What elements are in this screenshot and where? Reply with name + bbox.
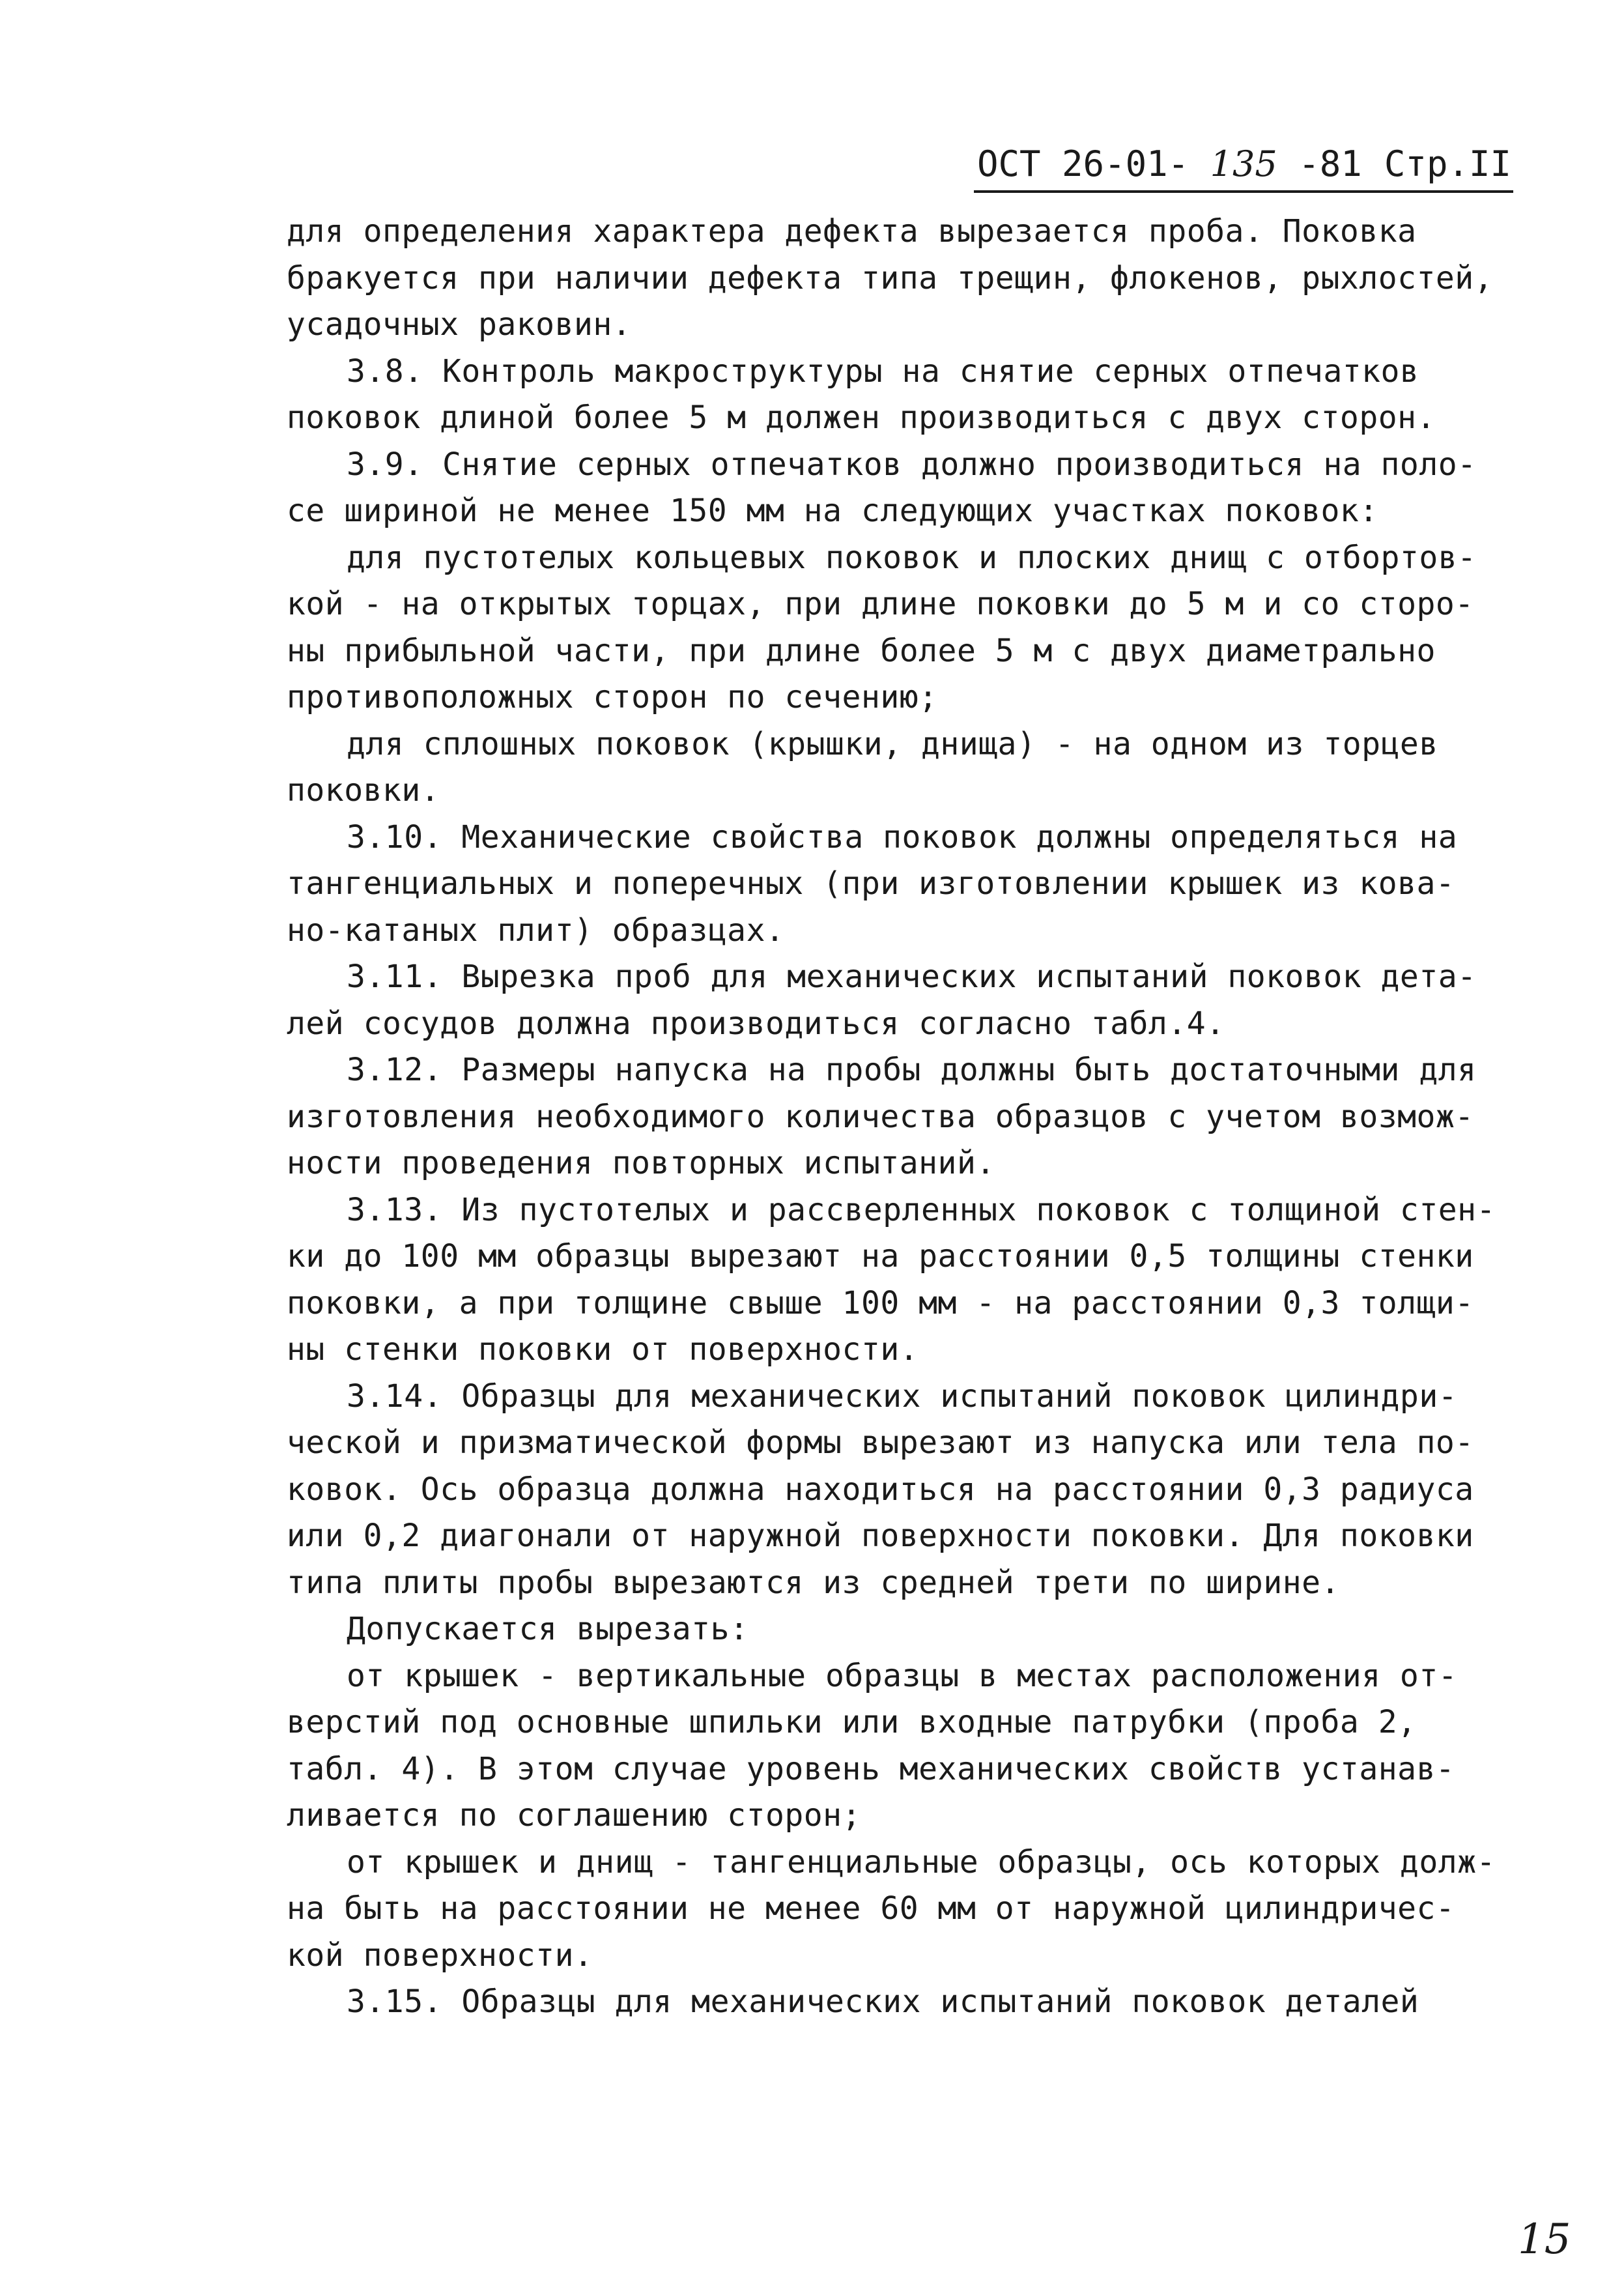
text-line: противоположных сторон по сечению;: [287, 679, 938, 715]
text-line: поковки, а при толщине свыше 100 мм - на расстоянии 0,3 толщи-: [287, 1284, 1474, 1321]
text-line: се шириной не менее 150 мм на следующих участках поковок:: [287, 493, 1378, 529]
text-line: на быть на расстоянии не менее 60 мм от наружной цилиндричес-: [287, 1890, 1455, 1927]
text-line: изготовления необходимого количества образцов с учетом возмож-: [287, 1098, 1474, 1135]
text-line: 3.13. Из пустотелых и рассверленных поковок с толщиной стен-: [347, 1191, 1496, 1228]
text-line: для пустотелых кольцевых поковок и плоских днищ с отбортов-: [347, 539, 1477, 576]
handwritten-sheet-number: 15: [1518, 2215, 1571, 2264]
text-line: кой поверхности.: [287, 1937, 593, 1974]
text-line: от крышек и днищ - тангенциальные образцы, ось которых долж-: [347, 1843, 1496, 1880]
text-line: 3.10. Механические свойства поковок должны определяться на: [347, 818, 1458, 856]
header-underline: [974, 190, 1513, 193]
text-line: ны прибыльной части, при длине более 5 м с двух диаметрально: [287, 632, 1436, 669]
text-line: верстий под основные шпильки или входные патрубки (проба 2,: [287, 1704, 1417, 1740]
document-number-suffix: -81: [1277, 143, 1362, 184]
text-line: ны стенки поковки от поверхности.: [287, 1331, 919, 1368]
document-body: [287, 209, 1537, 2026]
text-line: ковок. Ось образца должна находиться на расстоянии 0,3 радиуса: [287, 1471, 1474, 1508]
page-number: Стр.II: [1384, 143, 1511, 184]
text-line: для определения характера дефекта вырезается проба. Поковка: [287, 213, 1417, 250]
text-line: 3.8. Контроль макроструктуры на снятие серных отпечатков: [347, 353, 1419, 390]
text-line: ческой и призматической формы вырезают из напуска или тела по-: [287, 1424, 1474, 1461]
text-line: но-катаных плит) образцах.: [287, 912, 785, 949]
text-line: типа плиты пробы вырезаются из средней трети по ширине.: [287, 1564, 1340, 1601]
text-line: лей сосудов должна производиться согласно табл.4.: [287, 1005, 1225, 1042]
document-number: [977, 138, 1362, 190]
text-line: от крышек - вертикальные образцы в местах расположения от-: [347, 1657, 1458, 1694]
text-line: бракуется при наличии дефекта типа трещин, флокенов, рыхлостей,: [287, 259, 1494, 296]
text-line: поковки.: [287, 772, 440, 809]
document-number-handwritten: 135: [1210, 143, 1277, 184]
text-line: Допускается вырезать:: [347, 1611, 749, 1647]
page-header: [977, 138, 1511, 190]
text-line: 3.11. Вырезка проб для механических испытаний поковок дета-: [347, 958, 1477, 995]
text-line: кой - на открытых торцах, при длине поковки до 5 м и со сторо-: [287, 586, 1474, 622]
text-line: 3.12. Размеры напуска на пробы должны быть достаточными для: [347, 1052, 1477, 1088]
text-line: поковок длиной более 5 м должен производиться с двух сторон.: [287, 399, 1436, 436]
text-line: 3.14. Образцы для механических испытаний поковок цилиндри-: [347, 1377, 1458, 1415]
text-line: 3.9. Снятие серных отпечатков должно производиться на поло-: [347, 446, 1477, 483]
text-line: ки до 100 мм образцы вырезают на расстоянии 0,5 толщины стенки: [287, 1238, 1474, 1275]
text-line: ности проведения повторных испытаний.: [287, 1145, 995, 1181]
text-line: или 0,2 диагонали от наружной поверхности поковки. Для поковки: [287, 1518, 1474, 1554]
text-line: табл. 4). В этом случае уровень механических свойств устанав-: [287, 1750, 1455, 1787]
text-line: для сплошных поковок (крышки, днища) - на одном из торцев: [347, 725, 1438, 762]
text-line: ливается по соглашению сторон;: [287, 1797, 861, 1834]
text-line: усадочных раковин.: [287, 306, 632, 343]
document-number-prefix: ОСТ 26-01-: [977, 143, 1210, 184]
text-line: 3.15. Образцы для механических испытаний поковок деталей: [347, 1983, 1419, 2020]
text-line: тангенциальных и поперечных (при изготовлении крышек из кова-: [287, 865, 1455, 902]
